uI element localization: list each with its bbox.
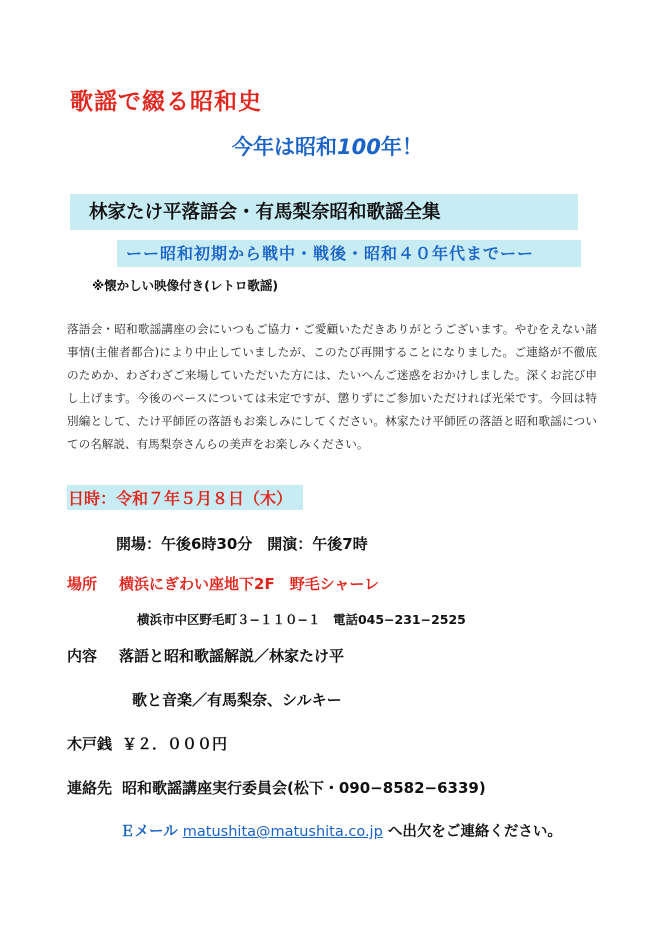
event-subtitle: ーー昭和初期から戦中・戦後・昭和４０年代までーー — [126, 244, 535, 263]
email-suffix: へ出欠をご連絡ください。 — [387, 824, 562, 840]
venue-address: 横浜市中区野毛町３−１１０−１ 電話045−231−2525 — [137, 612, 466, 627]
venue-line — [67, 573, 379, 594]
subtitle-suffix: 年！ — [380, 135, 423, 159]
event-times: 開場：午後6時30分 開演：午後7時 — [116, 535, 368, 553]
event-title: 林家たけ平落語会・有馬梨奈昭和歌謡全集 — [89, 202, 441, 223]
page-title: 歌謡で綴る昭和史 — [70, 89, 262, 115]
content-value-1: 落語と昭和歌謡解説／林家たけ平 — [119, 647, 345, 665]
contact-label: 連絡先 — [67, 779, 113, 797]
subtitle-prefix: 今年は昭和 — [232, 135, 337, 159]
contact-value: 昭和歌謡講座実行委員会(松下・090−8582−6339) — [122, 779, 486, 797]
page-subtitle — [232, 131, 423, 161]
content-line-1 — [67, 645, 344, 666]
email-line — [120, 820, 562, 841]
event-date: 日時：令和７年５月８日（木） — [68, 489, 293, 508]
video-note: ※懐かしい映像付き(レトロ歌謡) — [92, 278, 279, 293]
fee-line — [67, 733, 227, 754]
venue-label: 場所 — [67, 575, 98, 593]
subtitle-number: 100 — [337, 135, 381, 159]
content-label: 内容 — [67, 647, 98, 665]
contact-line — [67, 777, 486, 798]
venue-value: 横浜にぎわい座地下2F 野毛シャーレ — [119, 575, 380, 593]
intro-paragraph: 落語会・昭和歌謡講座の会にいつもご協力・ご愛顧いただきありがとうございます。やむをえない諸事情(主催者都合)により中止していましたが、このたび再開することになりました。ご連絡が不徹底のためか、わざわざご来場していただいた方には、たいへんご迷惑をおかけしました。深くお詫び申し上げます。今後のベースについては未定ですが、懲りずにご参加いただければ光栄です。今回は特別編として、たけ平師匠の落語もお楽しみにしてください。林家たけ平師匠の落語と昭和歌謡についての名解説、有馬梨奈さんらの美声をお楽しみください。 — [67, 322, 597, 452]
fee-value: ￥２．０００円 — [122, 735, 228, 753]
fee-label: 木戸銭 — [67, 735, 113, 753]
email-label: Ｅメール — [120, 824, 178, 840]
email-link[interactable]: matushita@matushita.co.jp — [182, 824, 383, 840]
content-line-2: 歌と音楽／有馬梨奈、シルキー — [132, 691, 342, 709]
